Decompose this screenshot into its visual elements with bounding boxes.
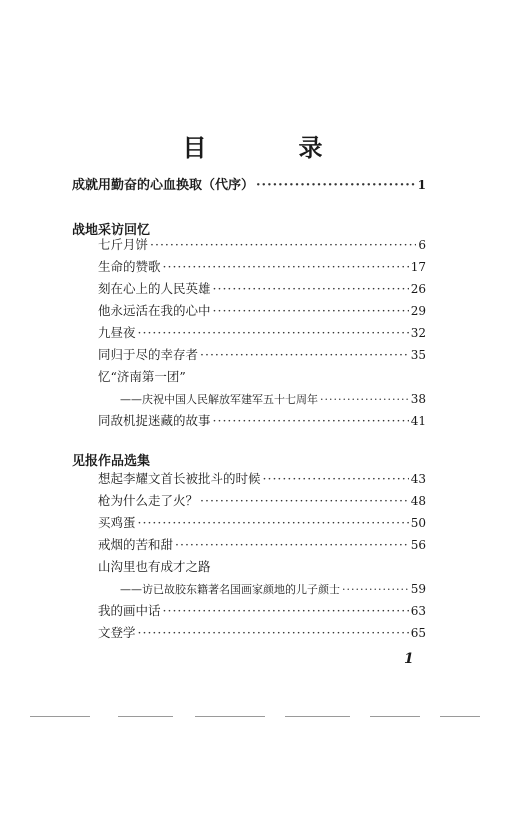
leader-dots [213, 302, 409, 320]
toc-entry-preface [72, 176, 426, 195]
entry-page: 41 [410, 414, 426, 428]
toc-entry [98, 470, 426, 488]
entry-page: 32 [410, 326, 426, 340]
entry-label: 枪为什么走了火？ [98, 493, 199, 508]
toc-entry [98, 412, 426, 430]
entry-label: 想起李耀文首长被批斗的时候 [98, 471, 261, 486]
toc-entry-heading-only: 山沟里也有成才之路 [98, 559, 211, 574]
entry-page: 50 [410, 516, 426, 530]
entry-label: 买鸡蛋 [98, 515, 136, 530]
leader-dots [175, 536, 409, 554]
toc-entry [98, 258, 426, 276]
entry-page: 6 [418, 238, 426, 252]
entry-page: 65 [410, 626, 426, 640]
section-heading: 见报作品选集 [72, 454, 151, 469]
toc-entry [98, 602, 426, 620]
leader-dots [263, 470, 409, 488]
entry-page: 26 [410, 282, 426, 296]
entry-page: 35 [410, 348, 426, 362]
toc-entry-heading-only: 忆“济南第一团” [98, 369, 186, 384]
entry-label: 戒烟的苦和甜 [98, 537, 174, 552]
entry-page: 1 [417, 178, 426, 192]
leader-dots [200, 346, 409, 364]
leader-dots [163, 258, 409, 276]
scan-artifact-line [285, 716, 350, 717]
scan-artifact-line [30, 716, 90, 717]
leader-dots [320, 391, 409, 409]
leader-dots [213, 412, 409, 430]
toc-entry [98, 624, 426, 642]
entry-page: 43 [410, 472, 426, 486]
entry-label: 九昼夜 [98, 325, 136, 340]
entry-page: 29 [410, 304, 426, 318]
entry-label: 生命的赞歌 [98, 259, 161, 274]
page-number: 1 [404, 651, 414, 667]
entry-label: 他永远活在我的心中 [98, 303, 211, 318]
entry-page: 59 [410, 582, 426, 596]
entry-label: ——庆祝中国人民解放军建军五十七周年 [120, 393, 318, 406]
entry-page: 63 [410, 604, 426, 618]
leader-dots [150, 236, 416, 254]
scan-artifact-line [440, 716, 480, 717]
entry-label: 文登学 [98, 625, 136, 640]
entry-label: 同敌机捉迷藏的故事 [98, 413, 211, 428]
toc-entry [98, 302, 426, 320]
leader-dots [138, 514, 409, 532]
entry-label: 刻在心上的人民英雄 [98, 281, 211, 296]
toc-entry [98, 346, 426, 364]
leader-dots [342, 581, 409, 599]
leader-dots [213, 280, 409, 298]
toc-entry [98, 492, 426, 510]
entry-label: 我的画中话 [98, 603, 161, 618]
entry-label: 七斤月饼 [98, 237, 149, 252]
toc-entry [98, 280, 426, 298]
entry-page: 38 [410, 392, 426, 406]
toc-subentry [120, 580, 426, 599]
leader-dots [200, 492, 409, 510]
leader-dots [138, 624, 409, 642]
entry-label: ——访已故胶东籍著名国画家颜地的儿子颜士 [120, 583, 340, 596]
toc-title: 目 录 [182, 133, 357, 162]
section-heading: 战地采访回忆 [72, 223, 151, 238]
scan-artifact-line [370, 716, 420, 717]
scan-artifact-line [118, 716, 173, 717]
toc-entry [98, 236, 426, 254]
leader-dots [163, 602, 409, 620]
leader-dots [256, 177, 416, 195]
entry-page: 56 [410, 538, 426, 552]
toc-entry [98, 324, 426, 342]
scan-artifact-line [195, 716, 265, 717]
entry-label: 成就用勤奋的心血换取（代序） [72, 178, 255, 193]
entry-label: 同归于尽的幸存者 [98, 347, 199, 362]
entry-page: 17 [410, 260, 426, 274]
leader-dots [138, 324, 409, 342]
toc-entry [98, 514, 426, 532]
toc-entry [98, 536, 426, 554]
toc-subentry [120, 390, 426, 409]
entry-page: 48 [410, 494, 426, 508]
